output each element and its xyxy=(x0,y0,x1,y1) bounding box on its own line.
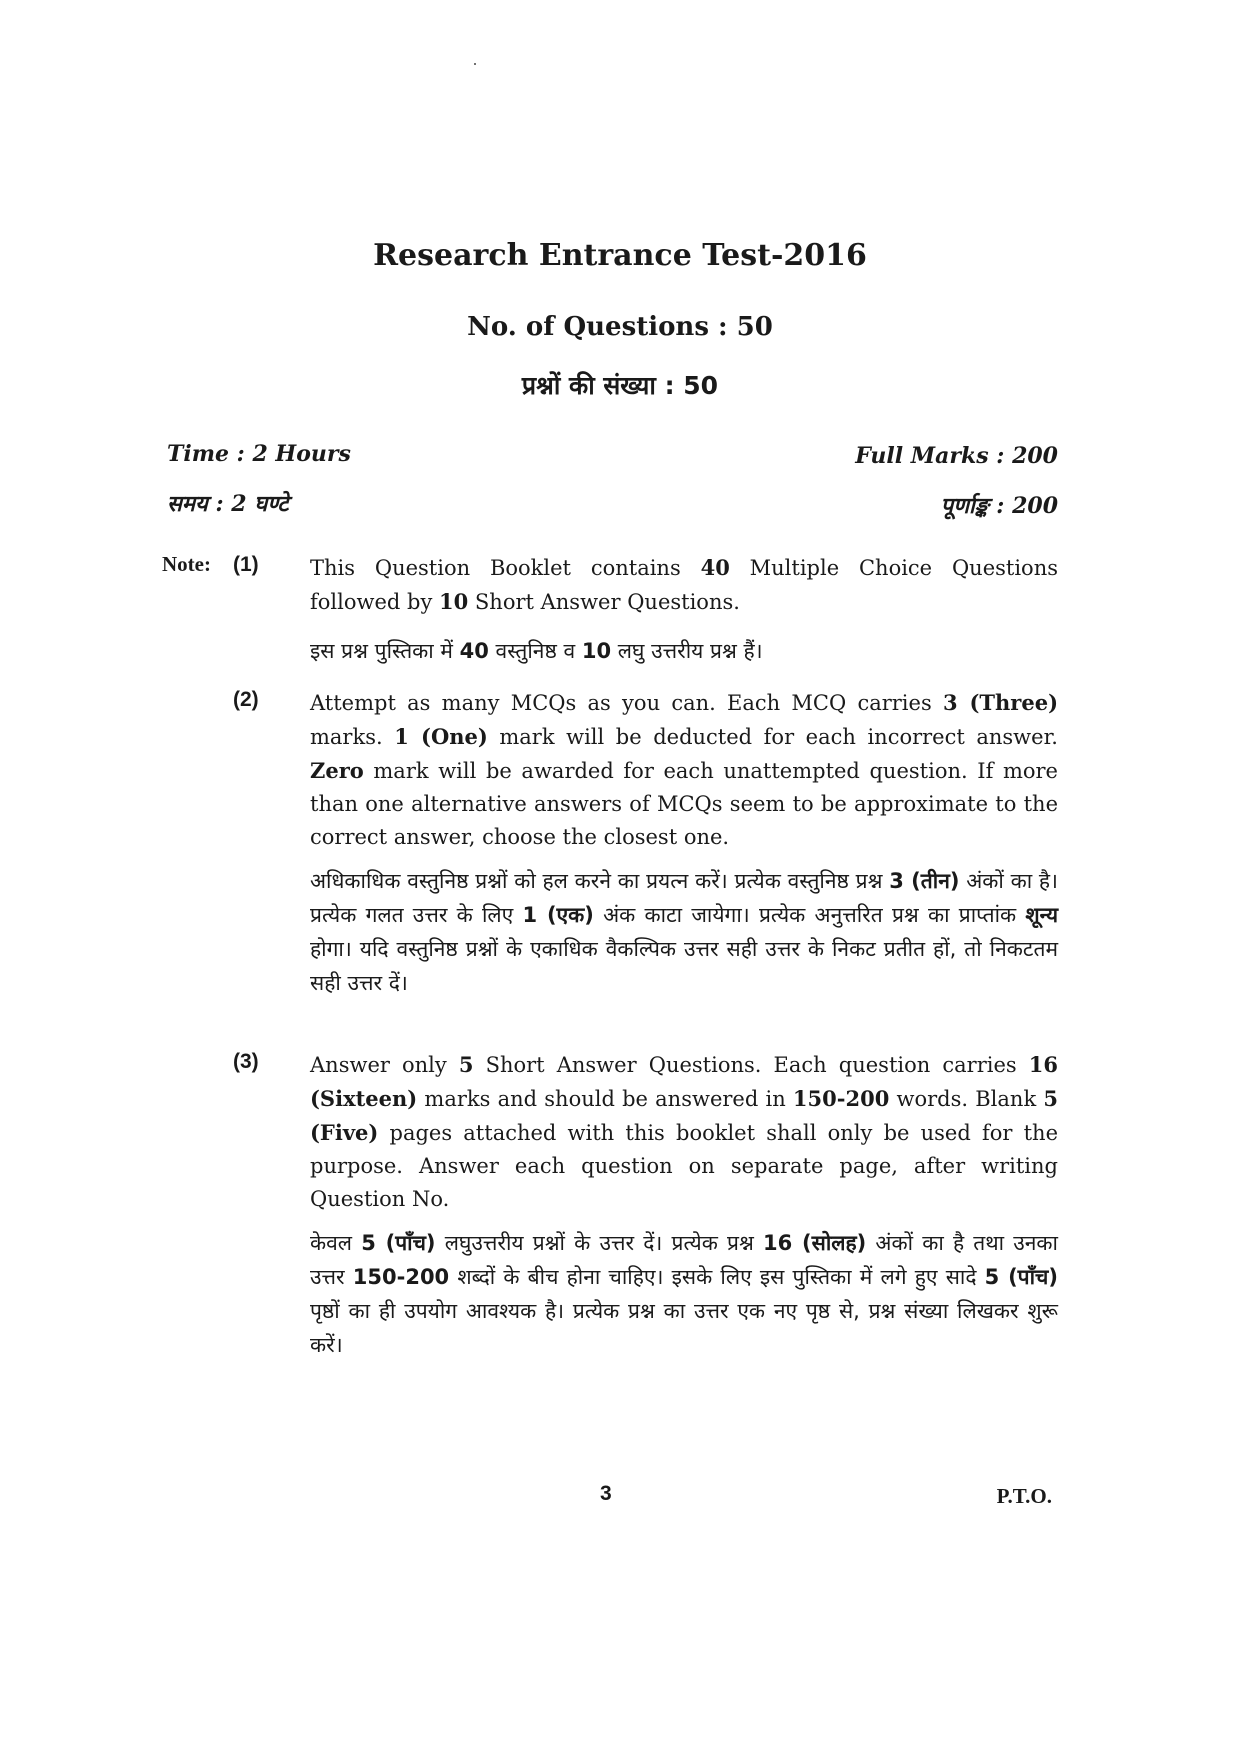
page-title: Research Entrance Test-2016 xyxy=(373,238,867,273)
note-2-number: (2) xyxy=(233,688,259,711)
time-hindi: समय : 2 घण्टे xyxy=(167,491,289,517)
page-number: 3 xyxy=(600,1482,612,1505)
note-label: Note: xyxy=(162,552,211,576)
question-count-hindi: प्रश्नों की संख्या : 50 xyxy=(521,371,719,400)
full-marks-english: Full Marks : 200 xyxy=(855,443,1058,469)
time-english: Time : 2 Hours xyxy=(167,441,351,467)
scan-speck xyxy=(474,63,476,65)
note-1-number: (1) xyxy=(233,553,259,576)
full-marks-hindi: पूर्णाङ्क : 200 xyxy=(940,493,1058,519)
note-2-english: Attempt as many MCQs as you can. Each MCQ carries 3 (Three) marks. 1 (One) mark will be deducted for each incorrect answer. Zero mark will be awarded for each unattempted question. If more than one alternative answers of MCQs seem to be approximate to the correct answer, choose the closest one. xyxy=(310,690,1059,849)
note-1-hindi: इस प्रश्न पुस्तिका में 40 वस्तुनिष्ठ व 10 लघु उत्तरीय प्रश्न हैं। xyxy=(310,639,763,663)
note-1-english: This Question Booklet contains 40 Multiple Choice Questions followed by 10 Short Answer Questions. xyxy=(310,555,1058,614)
note-2-hindi: अधिकाधिक वस्तुनिष्ठ प्रश्नों को हल करने का प्रयत्न करें। प्रत्येक वस्तुनिष्ठ प्रश्न 3 (तीन) अंकों का है। प्रत्येक गलत उत्तर के लिए 1 (एक) अंक काटा जायेगा। प्रत्येक अनुत्तरित प्रश्न का प्राप्तांक शून्य होगा। यदि वस्तुनिष्ठ प्रश्नों के एकाधिक वैकल्पिक उत्तर सही उत्तर के निकट प्रतीत हों, तो निकटतम सही उत्तर दें। xyxy=(310,869,1059,995)
please-turn-over: P.T.O. xyxy=(996,1484,1052,1508)
note-3-hindi: केवल 5 (पाँच) लघुउत्तरीय प्रश्नों के उत्तर दें। प्रत्येक प्रश्न 16 (सोलह) अंकों का है तथा उनका उत्तर 150-200 शब्दों के बीच होना चाहिए। इसके लिए इस पुस्तिका में लगे हुए सादे 5 (पाँच) पृष्ठों का ही उपयोग आवश्यक है। प्रत्येक प्रश्न का उत्तर एक नए पृष्ठ से, प्रश्न संख्या लिखकर शुरू करें। xyxy=(310,1231,1058,1357)
note-3-english: Answer only 5 Short Answer Questions. Each question carries 16 (Sixteen) marks and should be answered in 150-200 words. Blank 5 (Five) pages attached with this booklet shall only be used for the purpose. Answer each question on separate page, after writing Question No. xyxy=(310,1052,1058,1211)
question-count-english: No. of Questions : 50 xyxy=(467,312,773,342)
note-3-number: (3) xyxy=(233,1050,259,1073)
